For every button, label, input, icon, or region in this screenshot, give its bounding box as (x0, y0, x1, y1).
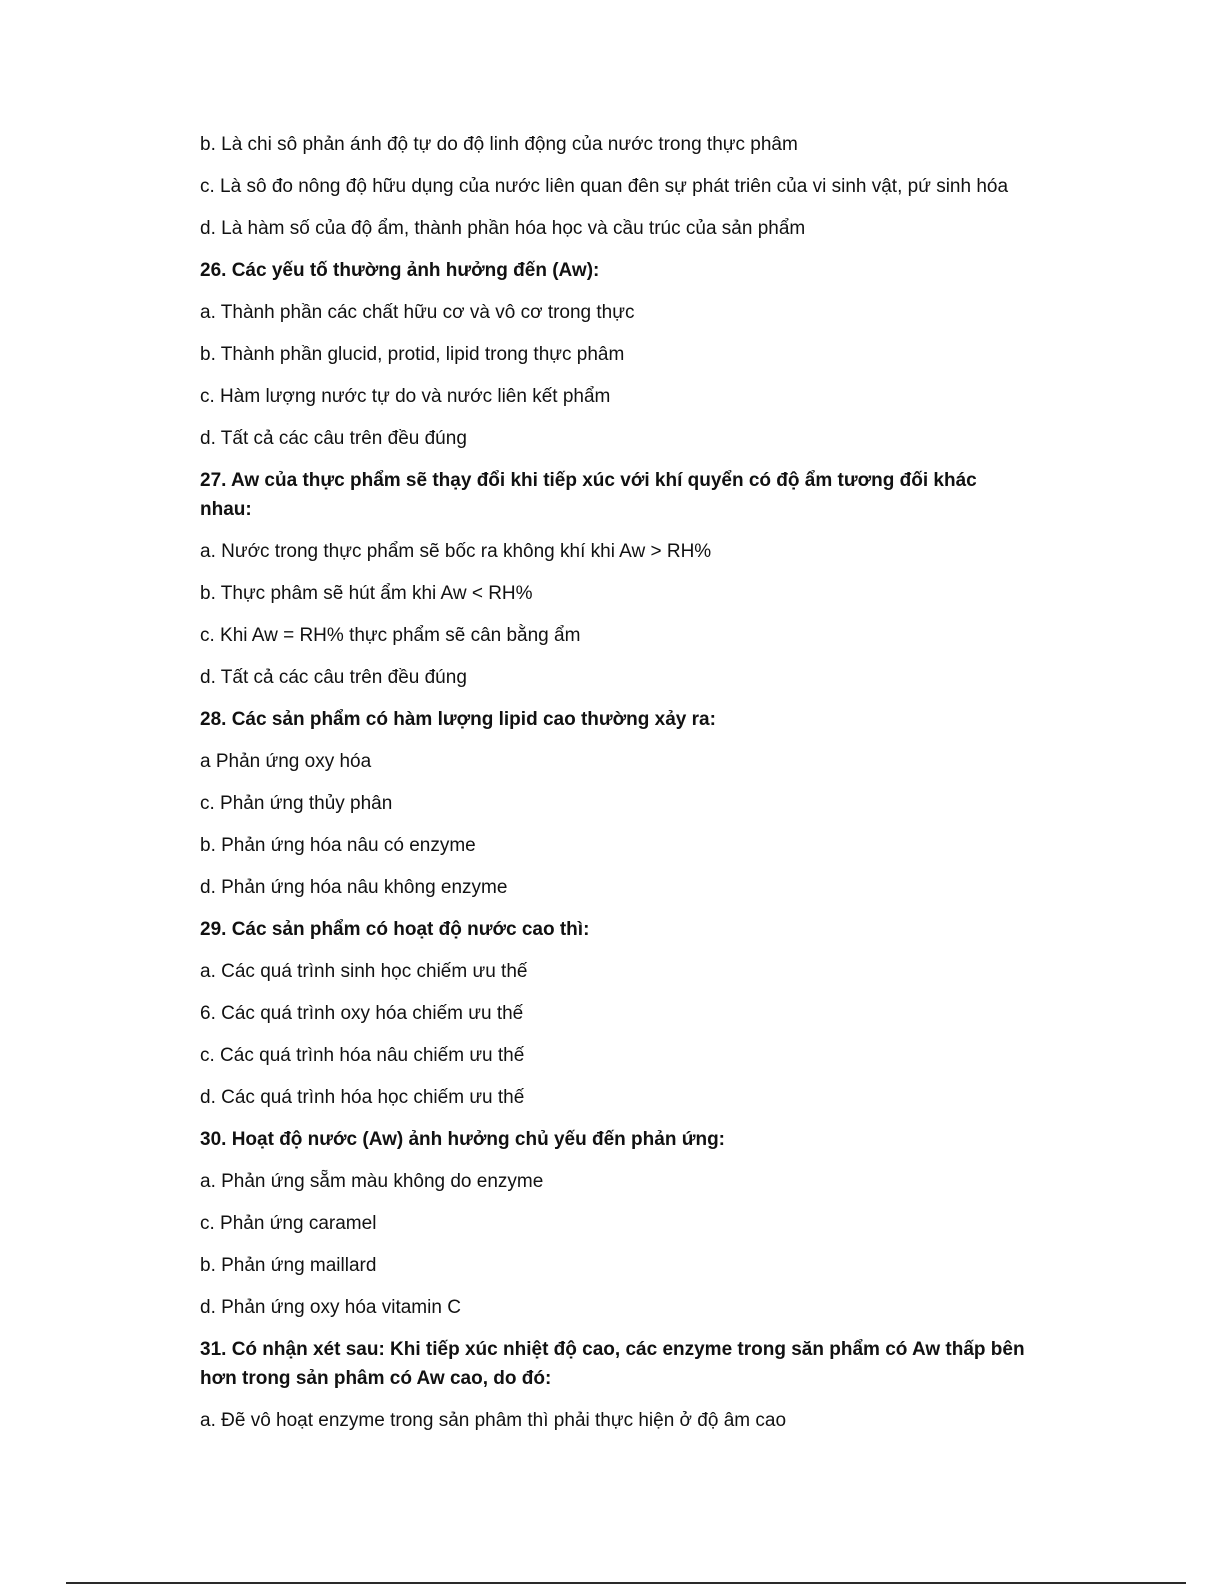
question-26: 26. Các yếu tố thường ảnh hưởng đến (Aw): (200, 260, 600, 281)
answer-option: a. Thành phần các chất hữu cơ và vô cơ trong thực (200, 302, 635, 323)
answer-option: a Phản ứng oxy hóa (200, 751, 372, 772)
question-27: 27. Aw của thực phẩm sẽ thạy đổi khi tiếp xúc với khí quyển có độ ẩm tương đối khác nhau: (200, 470, 977, 520)
answer-option: b. Phản ứng maillard (200, 1255, 377, 1276)
answer-option: d. Phản ứng oxy hóa vitamin C (200, 1297, 461, 1318)
answer-option: c. Khi Aw = RH% thực phẩm sẽ cân bằng ẩm (200, 625, 581, 646)
question-31: 31. Có nhận xét sau: Khi tiếp xúc nhiệt độ cao, các enzyme trong săn phẩm có Aw thấp bên hơn trong sản phâm có Aw cao, do đó: (200, 1339, 1025, 1389)
question-29: 29. Các sản phẩm có hoạt độ nước cao thì: (200, 919, 590, 940)
answer-option: c. Hàm lượng nước tự do và nước liên kết phẩm (200, 386, 611, 407)
answer-option: a. Phản ứng sẵm màu không do enzyme (200, 1171, 544, 1192)
question-28: 28. Các sản phẩm có hàm lượng lipid cao thường xảy ra: (200, 709, 716, 730)
answer-option: b. Thực phâm sẽ hút ẩm khi Aw < RH% (200, 583, 533, 604)
answer-option: b. Thành phần glucid, protid, lipid trong thực phâm (200, 344, 625, 365)
answer-option: b. Là chi sô phản ánh độ tự do độ linh động của nước trong thực phâm (200, 134, 798, 155)
answer-option: d. Tất cả các câu trên đều đúng (200, 667, 467, 688)
answer-option: c. Phản ứng caramel (200, 1213, 377, 1234)
answer-option: a. Nước trong thực phẩm sẽ bốc ra không khí khi Aw > RH% (200, 541, 712, 562)
answer-option: a. Đẽ vô hoạt enzyme trong sản phâm thì phải thực hiện ở độ âm cao (200, 1410, 787, 1431)
answer-option: c. Các quá trình hóa nâu chiếm ưu thế (200, 1045, 525, 1066)
answer-option: d. Các quá trình hóa học chiếm ưu thế (200, 1087, 525, 1108)
answer-option: b. Phản ứng hóa nâu có enzyme (200, 835, 476, 856)
answer-option: a. Các quá trình sinh học chiếm ưu thế (200, 961, 528, 982)
question-30: 30. Hoạt độ nước (Aw) ảnh hưởng chủ yếu đến phản ứng: (200, 1129, 726, 1150)
answer-option: d. Tất cả các câu trên đều đúng (200, 428, 467, 449)
answer-option: 6. Các quá trình oxy hóa chiếm ưu thế (200, 1003, 524, 1024)
answer-option: d. Là hàm số của độ ẩm, thành phần hóa học và cầu trúc của sản phẩm (200, 218, 806, 239)
page-bottom-divider (66, 1582, 1186, 1584)
answer-option: d. Phản ứng hóa nâu không enzyme (200, 877, 508, 898)
answer-option: c. Là sô đo nông độ hữu dụng của nước liên quan đên sự phát triên của vi sinh vật, pứ sinh hóa (200, 176, 1009, 197)
answer-option: c. Phản ứng thủy phân (200, 793, 393, 814)
document-body (200, 130, 1030, 1448)
